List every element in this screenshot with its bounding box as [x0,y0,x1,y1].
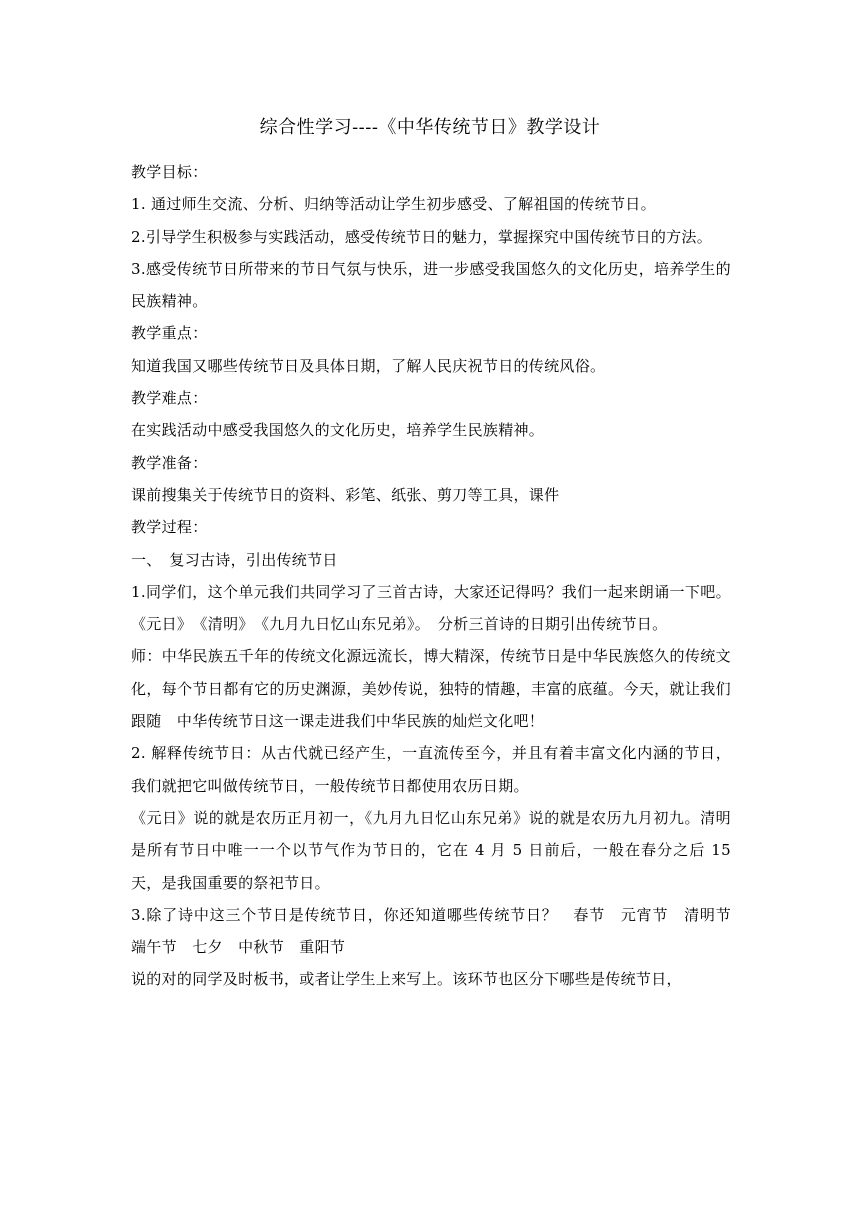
section-heading-key-points: 教学重点： [131,324,208,343]
process-paragraph: 师：中华民族五千年的传统文化源远流长，博大精深，传统节日是中华民族悠久的传统文化，每个节日都有它的历史渊源，美妙传说，独特的情趣，丰富的底蕴。今天，就让我们跟随 中华传统节日这一课走进我们中华民族的灿烂文化吧！ [131,647,731,731]
process-paragraph: 2. 解释传统节日：从古代就已经产生，一直流传至今，并且有着丰富文化内涵的节日，我们就把它叫做传统节日，一般传统节日都使用农历日期。 [131,744,731,795]
section-heading-difficulties: 教学难点： [131,389,208,408]
process-paragraph: 1.同学们，这个单元我们共同学习了三首古诗，大家还记得吗？我们一起来朗诵一下吧。《元日》 《清明》 《九月九日忆山东兄弟》。 分析三首诗的日期引出传统节日。 [131,582,731,634]
section-heading-process: 教学过程： [131,518,208,537]
document-body [131,156,747,996]
document-title: 综合性学习----《中华传统节日》教学设计 [259,117,601,138]
process-step-1-heading: 一、 复习古诗，引出传统节日 [131,550,338,569]
preparation-text: 课前搜集关于传统节日的资料、彩笔、纸张、剪刀等工具，课件 [131,485,560,504]
process-paragraph: 3.除了诗中这三个节日是传统节日，你还知道哪些传统节日？ 春节 元宵节 清明节 端午节 七夕 中秋节 重阳节 [131,905,747,957]
objective-1: 1. 通过师生交流、分析、归纳等活动让学生初步感受、了解祖国的传统节日。 [131,195,656,214]
process-paragraph: 《元日》说的就是农历正月初一，《九月九日忆山东兄弟》说的就是农历九月初九。清明是所有节日中唯一一个以节气作为节日的，它在 4 月 5 日前后，一般在春分之后 15 天，是我国重要的祭祀节日。 [131,808,731,892]
key-points-text: 知道我国又哪些传统节日及具体日期，了解人民庆祝节日的传统风俗。 [131,356,606,375]
objective-3: 3.感受传统节日所带来的节日气氛与快乐，进一步感受我国悠久的文化历史，培养学生的民族精神。 [131,259,731,311]
section-heading-objectives: 教学目标： [131,163,208,181]
process-paragraph: 说的对的同学及时板书，或者让学生上来写上。该环节也区分下哪些是传统节日， [131,970,682,989]
objective-2: 2.引导学生积极参与实践活动，感受传统节日的魅力，掌握探究中国传统节日的方法。 [131,227,713,246]
difficulties-text: 在实践活动中感受我国悠久的文化历史，培养学生民族精神。 [131,421,545,440]
section-heading-preparation: 教学准备： [131,453,208,472]
